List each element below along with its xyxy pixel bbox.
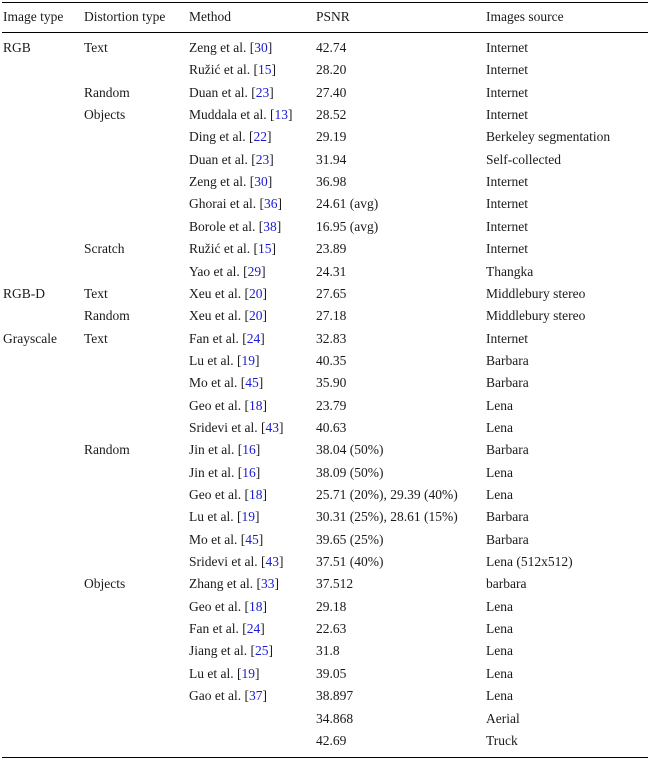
psnr-cell: 40.35 <box>316 352 347 368</box>
psnr-cell: 22.63 <box>316 621 347 637</box>
psnr-cell: 42.69 <box>316 732 347 748</box>
header-rule <box>2 32 648 33</box>
citation-link[interactable]: 18 <box>248 397 263 413</box>
method-cell: Jin et al. [16] <box>189 442 261 458</box>
images-source-cell: Lena <box>486 643 513 659</box>
header-distortion-type: Distortion type <box>84 9 166 24</box>
method-cell: Yao et al. [29] <box>189 263 266 279</box>
psnr-cell: 36.98 <box>316 174 347 190</box>
table-row <box>0 685 652 707</box>
citation-link[interactable]: 37 <box>248 688 263 704</box>
images-source-cell: Barbara <box>486 531 529 547</box>
table-row <box>0 283 652 305</box>
method-name: Zeng et al. <box>189 40 247 55</box>
method-name: Muddala et al. <box>189 107 267 123</box>
method-cell: Lu et al. [19] <box>189 352 260 368</box>
table-row <box>0 663 652 685</box>
images-source-cell: Internet <box>486 330 528 346</box>
citation-link[interactable]: 45 <box>245 375 259 391</box>
images-source-cell: Self-collected <box>486 151 561 167</box>
method-name: Gao et al. <box>189 688 242 704</box>
psnr-cell: 39.65 (25%) <box>316 531 384 547</box>
images-source-cell: barbara <box>486 576 527 592</box>
header-method: Method <box>189 9 231 24</box>
table-row <box>0 395 652 417</box>
method-name: Ding et al. <box>189 129 246 145</box>
images-source-cell: Lena (512x512) <box>486 554 573 570</box>
method-name: Borole et al. <box>189 218 256 234</box>
images-source-cell: Internet <box>486 218 528 234</box>
images-source-cell: Barbara <box>486 352 529 368</box>
method-name: Ružić et al. <box>189 62 251 78</box>
method-cell: Fan et al. [24] <box>189 330 265 346</box>
table-row <box>0 439 652 461</box>
table-row <box>0 618 652 640</box>
method-cell: Geo et al. [18] <box>189 598 267 614</box>
method-name: Geo et al. <box>189 487 242 502</box>
method-cell: Borole et al. [38] <box>189 218 282 234</box>
table-row <box>0 104 652 126</box>
citation-link[interactable]: 18 <box>248 487 263 502</box>
citation-link[interactable]: 36 <box>263 196 278 212</box>
method-name: Geo et al. <box>189 397 242 413</box>
citation-link[interactable]: 19 <box>241 665 255 681</box>
images-source-cell: Lena <box>486 419 513 435</box>
table-row <box>0 261 652 283</box>
citation-link[interactable]: 15 <box>257 241 272 257</box>
citation-link[interactable]: 45 <box>245 531 259 547</box>
citation-link[interactable]: 24 <box>246 621 261 637</box>
method-name: Duan et al. <box>189 84 248 100</box>
header-psnr: PSNR <box>316 9 350 24</box>
psnr-cell: 27.65 <box>316 285 347 301</box>
psnr-cell: 23.79 <box>316 397 347 413</box>
citation-link[interactable]: 19 <box>241 352 255 368</box>
psnr-cell: 23.89 <box>316 241 347 257</box>
method-name: Jin et al. <box>189 464 235 480</box>
citation-link[interactable]: 29 <box>247 263 262 279</box>
table-row <box>0 596 652 618</box>
citation-link[interactable]: 19 <box>241 509 255 525</box>
psnr-cell: 38.09 (50%) <box>316 464 384 480</box>
header-images-source: Images source <box>486 9 564 24</box>
method-cell: Lu et al. [19] <box>189 509 260 525</box>
images-source-cell: Lena <box>486 688 513 704</box>
method-name: Fan et al. <box>189 330 239 346</box>
images-source-cell: Berkeley segmentation <box>486 129 611 145</box>
psnr-cell: 24.61 (avg) <box>316 196 379 212</box>
method-cell: Mo et al. [45] <box>189 531 264 547</box>
citation-link[interactable]: 23 <box>255 151 270 167</box>
distortion-type-cell: Random <box>84 308 130 324</box>
table-row <box>0 462 652 484</box>
psnr-cell: 25.71 (20%), 29.39 (40%) <box>316 487 458 502</box>
images-source-cell: Barbara <box>486 375 529 391</box>
images-source-cell: Lena <box>486 397 513 413</box>
psnr-cell: 27.40 <box>316 84 347 100</box>
citation-link[interactable]: 16 <box>242 464 256 480</box>
method-cell: Duan et al. [23] <box>189 84 274 100</box>
header-image-type: Image type <box>3 9 64 24</box>
method-name: Duan et al. <box>189 151 248 167</box>
images-source-cell: Middlebury stereo <box>486 308 586 324</box>
images-source-cell: Internet <box>486 40 528 55</box>
method-cell: Duan et al. [23] <box>189 151 274 167</box>
method-cell: Sridevi et al. [43] <box>189 419 284 435</box>
table-row <box>0 350 652 372</box>
method-cell: Fan et al. [24] <box>189 621 265 637</box>
psnr-cell: 28.52 <box>316 107 347 123</box>
method-name: Xeu et al. <box>189 308 242 324</box>
method-name: Yao et al. <box>189 263 240 279</box>
method-cell: Jin et al. [16] <box>189 464 261 480</box>
psnr-cell: 35.90 <box>316 375 347 391</box>
citation-link[interactable]: 20 <box>248 285 263 301</box>
method-name: Xeu et al. <box>189 285 242 301</box>
table-row <box>0 171 652 193</box>
method-name: Geo et al. <box>189 598 242 614</box>
method-name: Jiang et al. <box>189 643 248 659</box>
citation-link[interactable]: 16 <box>242 442 256 458</box>
citation-link[interactable]: 18 <box>248 598 263 614</box>
distortion-type-cell: Random <box>84 84 130 100</box>
method-cell: Zeng et al. [30] <box>189 174 273 190</box>
method-cell: Ghorai et al. [36] <box>189 196 282 212</box>
method-name: Lu et al. <box>189 352 234 368</box>
method-cell: Xeu et al. [20] <box>189 308 267 324</box>
citation-link[interactable]: 43 <box>265 554 279 570</box>
method-name: Ružić et al. <box>189 241 251 257</box>
citation-link[interactable]: 20 <box>248 308 263 324</box>
table-row <box>0 640 652 662</box>
table-row <box>0 305 652 327</box>
table-header <box>0 6 652 28</box>
table-row <box>0 126 652 148</box>
method-name: Zhang et al. <box>189 576 254 592</box>
images-source-cell: Barbara <box>486 509 529 525</box>
table-row <box>0 417 652 439</box>
method-cell: Gao et al. [37] <box>189 688 267 704</box>
images-source-cell: Internet <box>486 62 528 78</box>
images-source-cell: Lena <box>486 598 513 614</box>
distortion-type-cell: Text <box>84 285 108 301</box>
psnr-cell: 40.63 <box>316 419 347 435</box>
method-cell: Ružić et al. [15] <box>189 241 276 257</box>
citation-link[interactable]: 33 <box>260 576 275 592</box>
table-row <box>0 238 652 260</box>
images-source-cell: Lena <box>486 621 513 637</box>
psnr-cell: 30.31 (25%), 28.61 (15%) <box>316 509 458 525</box>
images-source-cell: Internet <box>486 241 528 257</box>
psnr-cell: 37.51 (40%) <box>316 554 384 570</box>
images-source-cell: Internet <box>486 107 528 123</box>
psnr-cell: 27.18 <box>316 308 347 324</box>
psnr-cell: 31.8 <box>316 643 340 659</box>
method-name: Mo et al. <box>189 375 238 391</box>
table-row <box>0 59 652 81</box>
psnr-cell: 38.897 <box>316 688 354 704</box>
table-row <box>0 193 652 215</box>
table-row <box>0 37 652 59</box>
citation-link[interactable]: 38 <box>263 218 277 234</box>
table-row <box>0 484 652 506</box>
image-type-cell: RGB-D <box>3 285 46 301</box>
method-name: Lu et al. <box>189 665 234 681</box>
images-source-cell: Lena <box>486 487 513 502</box>
method-name: Mo et al. <box>189 531 238 547</box>
images-source-cell: Thangka <box>486 263 534 279</box>
psnr-cell: 31.94 <box>316 151 347 167</box>
distortion-type-cell: Random <box>84 442 130 458</box>
distortion-type-cell: Text <box>84 40 108 55</box>
table-row <box>0 216 652 238</box>
table-row <box>0 573 652 595</box>
top-rule <box>2 2 648 3</box>
citation-link[interactable]: 30 <box>254 40 268 55</box>
table-row <box>0 708 652 730</box>
method-name: Lu et al. <box>189 509 234 525</box>
method-cell: Mo et al. [45] <box>189 375 264 391</box>
psnr-cell: 37.512 <box>316 576 354 592</box>
images-source-cell: Truck <box>486 732 518 748</box>
table-row <box>0 551 652 573</box>
method-name: Jin et al. <box>189 442 235 458</box>
psnr-cell: 39.05 <box>316 665 347 681</box>
psnr-cell: 29.18 <box>316 598 347 614</box>
images-source-cell: Internet <box>486 174 528 190</box>
psnr-cell: 32.83 <box>316 330 347 346</box>
psnr-cell: 38.04 (50%) <box>316 442 384 458</box>
method-name: Ghorai et al. <box>189 196 257 212</box>
method-cell: Geo et al. [18] <box>189 487 267 502</box>
citation-link[interactable]: 25 <box>254 643 269 659</box>
table-row <box>0 372 652 394</box>
method-cell: Geo et al. [18] <box>189 397 267 413</box>
citation-link[interactable]: 43 <box>265 419 279 435</box>
images-source-cell: Aerial <box>486 710 520 726</box>
table-row <box>0 82 652 104</box>
method-cell: Sridevi et al. [43] <box>189 554 284 570</box>
citation-link[interactable]: 15 <box>257 62 272 78</box>
psnr-cell: 34.868 <box>316 710 354 726</box>
method-name: Zeng et al. <box>189 174 247 190</box>
psnr-cell: 42.74 <box>316 40 347 55</box>
distortion-type-cell: Scratch <box>84 241 125 257</box>
images-source-cell: Middlebury stereo <box>486 285 586 301</box>
psnr-cell: 24.31 <box>316 263 347 279</box>
citation-link[interactable]: 24 <box>246 330 261 346</box>
citation-link[interactable]: 30 <box>254 174 268 190</box>
image-type-cell: Grayscale <box>3 330 57 346</box>
psnr-cell: 29.19 <box>316 129 347 145</box>
distortion-type-cell: Objects <box>84 107 126 123</box>
table-row <box>0 328 652 350</box>
method-name: Sridevi et al. <box>189 554 258 570</box>
citation-link[interactable]: 23 <box>255 84 270 100</box>
images-source-cell: Barbara <box>486 442 529 458</box>
distortion-type-cell: Text <box>84 330 108 346</box>
method-name: Fan et al. <box>189 621 239 637</box>
method-cell: Lu et al. [19] <box>189 665 260 681</box>
table-row <box>0 506 652 528</box>
psnr-cell: 16.95 (avg) <box>316 218 379 234</box>
psnr-cell: 28.20 <box>316 62 347 78</box>
citation-link[interactable]: 22 <box>253 129 267 145</box>
image-type-cell: RGB <box>3 40 31 55</box>
distortion-type-cell: Objects <box>84 576 126 592</box>
method-cell: Zeng et al. [30] <box>189 40 273 55</box>
method-cell: Ding et al. [22] <box>189 129 272 145</box>
table-row <box>0 730 652 752</box>
table-row <box>0 529 652 551</box>
method-cell: Xeu et al. [20] <box>189 285 267 301</box>
method-cell: Ružić et al. [15] <box>189 62 276 78</box>
table-row <box>0 149 652 171</box>
images-source-cell: Lena <box>486 464 513 480</box>
method-cell: Zhang et al. [33] <box>189 576 279 592</box>
method-cell: Jiang et al. [25] <box>189 643 273 659</box>
citation-link[interactable]: 13 <box>274 107 288 123</box>
images-source-cell: Lena <box>486 665 513 681</box>
method-name: Sridevi et al. <box>189 419 258 435</box>
images-source-cell: Internet <box>486 196 528 212</box>
images-source-cell: Internet <box>486 84 528 100</box>
bottom-rule <box>2 757 648 758</box>
method-cell: Muddala et al. [13] <box>189 107 293 123</box>
